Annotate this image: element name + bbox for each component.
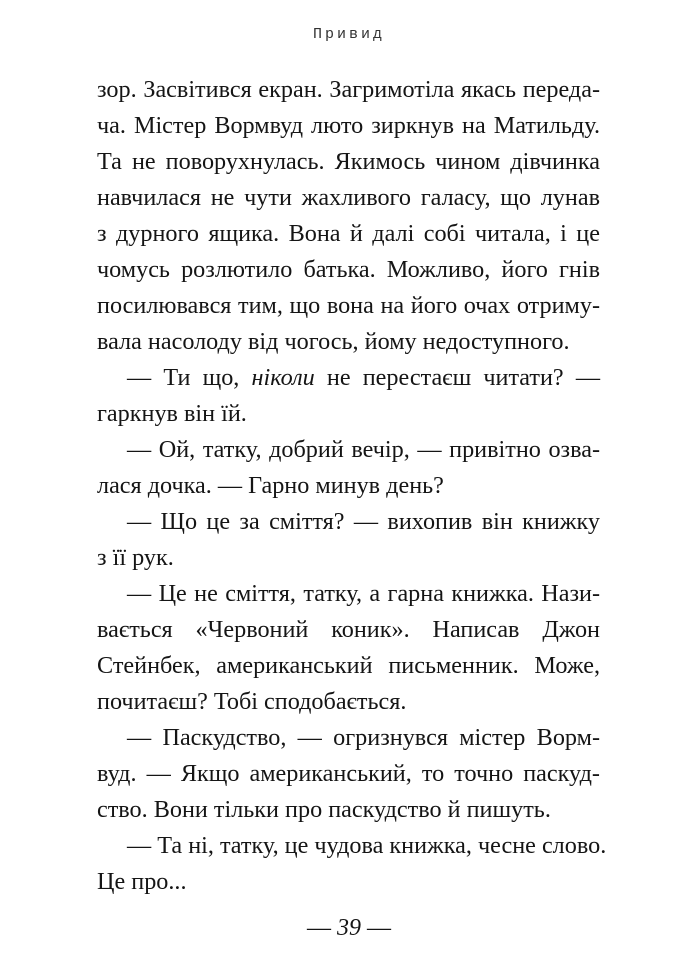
text-line: почитаєш? Тобі сподобається. xyxy=(97,688,407,715)
text-line: вається «Червоний коник». Написав Джон xyxy=(97,616,600,643)
text-line: вуд. — Якщо американський, то точно паскуд- xyxy=(97,760,600,787)
page-number-value: 39 xyxy=(337,915,361,941)
text-line: посилювався тим, що вона на його очах отриму- xyxy=(97,292,600,319)
running-head: Привид xyxy=(312,26,385,43)
text-line: гаркнув він їй. xyxy=(97,400,247,427)
text-segment: — Ти що, xyxy=(127,364,252,391)
text-line: ство. Вони тільки про паскудство й пишуть. xyxy=(97,796,551,823)
text-line-dialogue: — Це не сміття, татку, а гарна книжка. Нази- xyxy=(127,580,600,607)
text-line-dialogue: — Паскудство, — огризнувся містер Ворм- xyxy=(127,724,600,751)
text-line: вала насолоду від чогось, йому недоступного. xyxy=(97,328,570,355)
text-line: Та не поворухнулась. Якимось чином дівчинка xyxy=(97,148,600,175)
text-line: лася дочка. — Гарно минув день? xyxy=(97,472,444,499)
text-line: з її рук. xyxy=(97,544,174,571)
text-line: ча. Містер Вормвуд люто зиркнув на Матильду. xyxy=(97,112,600,139)
text-line-dialogue xyxy=(127,360,600,396)
text-line-dialogue: — Ой, татку, добрий вечір, — привітно озва- xyxy=(127,436,600,463)
text-line: навчилася не чути жахливого галасу, що лунав xyxy=(97,184,600,211)
text-line: з дурного ящика. Вона й далі собі читала, і це xyxy=(97,220,600,247)
text-line-dialogue: — Що це за сміття? — вихопив він книжку xyxy=(127,508,600,535)
text-line: зор. Засвітився екран. Загримотіла якась переда- xyxy=(97,76,600,103)
text-segment: не перестаєш читати? — xyxy=(314,364,601,391)
italic-emphasis: ніколи xyxy=(251,364,315,391)
text-line: чомусь розлютило батька. Можливо, його гнів xyxy=(97,256,600,283)
text-line: Це про... xyxy=(97,868,187,895)
text-line-dialogue: — Та ні, татку, це чудова книжка, чесне слово. xyxy=(127,832,607,859)
page-number: — 39 — xyxy=(307,915,391,941)
text-line: Стейнбек, американський письменник. Може, xyxy=(97,652,600,679)
